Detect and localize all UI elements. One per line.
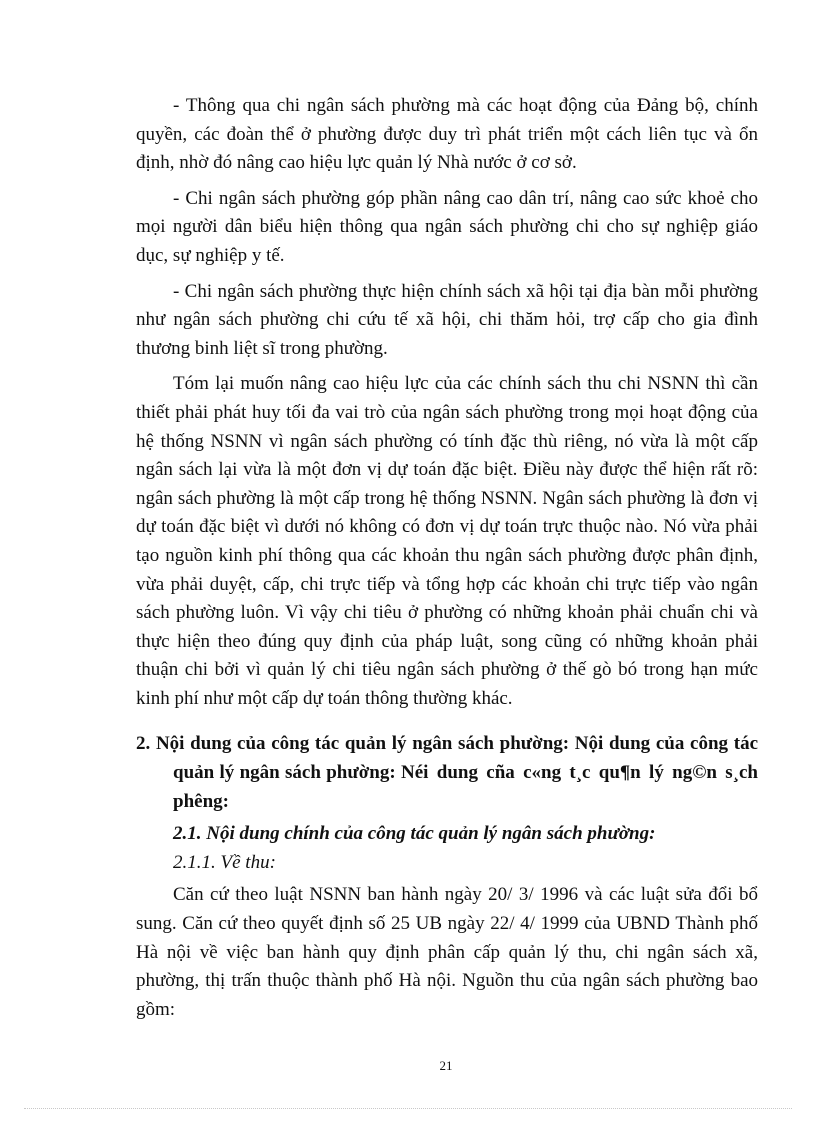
section-title: Nội dung của công tác quản lý ngân sách phường: Nội dung của công tác quản lý ngân sách phường: bbox=[155, 733, 759, 784]
paragraph-education-health: - Chi ngân sách phường góp phần nâng cao dân trí, nâng cao sức khoẻ cho mọi người dân biểu hiện thông qua ngân sách phường chi cho sự nghiệp giáo dục, sự nghiệp y tế. bbox=[136, 187, 758, 266]
subsection-heading-2-1-1: 2.1.1. Về thu: bbox=[173, 852, 276, 874]
document-page bbox=[136, 92, 758, 1030]
section-heading-2 bbox=[136, 729, 758, 816]
section-number: 2. bbox=[136, 733, 151, 755]
subsection-heading-2-1: 2.1. Nội dung chính của công tác quản lý ngân sách phường: bbox=[173, 823, 656, 845]
paragraph-social-policy: - Chi ngân sách phường thực hiện chính sách xã hội tại địa bàn mỗi phường như ngân sách phường chi cứu tế xã hội, chi thăm hỏi, trợ cấp cho gia đình thương binh liệt sĩ trong phường. bbox=[136, 280, 758, 359]
page-bottom-divider bbox=[24, 1108, 792, 1109]
section-title-garbled: Néi dung cña c«ng t¸c qu¶n lý ng©n s¸ch phêng: bbox=[173, 762, 758, 813]
paragraph-summary: Tóm lại muốn nâng cao hiệu lực của các chính sách thu chi NSNN thì cần thiết phải phát huy tối đa vai trò của ngân sách phường trong mọi hoạt động của hệ thống NSNN vì ngân sách phường có tính đặc thù riêng, nó vừa là một cấp ngân sách lại vừa là một đơn vị dự toán đặc biệt. Điều này được thể hiện rất rõ: ngân sách phường là một cấp trong hệ thống NSNN. Ngân sách phường là đơn vị dự toán đặc biệt vì dưới nó không có đơn vị dự toán trực thuộc nào. Nó vừa phải tạo nguồn kinh phí thông qua các khoản thu ngân sách phường được phân định, vừa phải duyệt, cấp, chi trực tiếp và tổng hợp các khoản chi trực tiếp vào ngân sách phường luôn. Vì vậy chi tiêu ở phường có những khoản phải chuẩn chi và thực hiện theo đúng quy định của pháp luật, song cũng có những khoản phải thuận chi bởi vì quản lý chi tiêu ngân sách phường ở thế gò bó trong hạn mức kinh phí như một cấp dự toán thông thường khác. bbox=[136, 373, 758, 709]
paragraph-revenue-basis: Căn cứ theo luật NSNN ban hành ngày 20/ 3/ 1996 và các luật sửa đổi bổ sung. Căn cứ theo quyết định số 25 UB ngày 22/ 4/ 1999 của UBND Thành phố Hà nội về việc ban hành quy định phân cấp quản lý thu, chi ngân sách xã, phường, thị trấn thuộc thành phố Hà nội. Nguồn thu của ngân sách phường bao gồm: bbox=[136, 884, 758, 1020]
paragraph-party-activities: - Thông qua chi ngân sách phường mà các hoạt động của Đảng bộ, chính quyền, các đoàn thể ở phường được duy trì phát triển một cách liên tục và ổn định, nhờ đó nâng cao hiệu lực quản lý Nhà nước ở cơ sở. bbox=[136, 95, 758, 174]
page-number: 21 bbox=[439, 1058, 453, 1073]
